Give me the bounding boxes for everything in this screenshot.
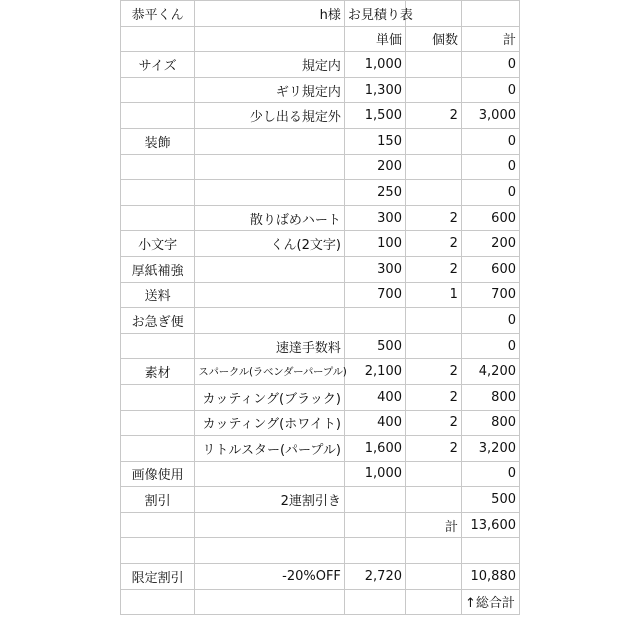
cell-category[interactable]: 小文字: [121, 231, 195, 257]
cell-quantity[interactable]: 1: [405, 282, 461, 308]
cell-category[interactable]: [121, 538, 195, 564]
cell-subtotal[interactable]: 0: [461, 308, 519, 334]
cell-subtotal[interactable]: 0: [461, 77, 519, 103]
cell-unit-price[interactable]: 700: [344, 282, 405, 308]
cell-item[interactable]: [195, 26, 345, 52]
table-row: [121, 564, 520, 590]
cell-unit-price[interactable]: [344, 512, 405, 538]
cell-item[interactable]: [195, 154, 345, 180]
table-row: [121, 1, 520, 27]
table-row: [121, 282, 520, 308]
cell-unit-price[interactable]: [344, 538, 405, 564]
cell-item[interactable]: [195, 512, 345, 538]
cell-unit-price[interactable]: [344, 589, 405, 615]
cell-unit-price[interactable]: お見積り表: [344, 1, 405, 27]
cell-quantity[interactable]: [405, 538, 461, 564]
cell-item[interactable]: -20%OFF: [195, 564, 345, 590]
cell-item[interactable]: [195, 180, 345, 206]
table-row: [121, 512, 520, 538]
cell-quantity[interactable]: [405, 1, 461, 27]
cell-item[interactable]: [195, 538, 345, 564]
cell-category[interactable]: [121, 384, 195, 410]
cell-quantity[interactable]: 2: [405, 256, 461, 282]
cell-quantity[interactable]: [405, 308, 461, 334]
cell-subtotal[interactable]: 200: [461, 231, 519, 257]
cell-item[interactable]: くん(2文字): [195, 231, 345, 257]
cell-unit-price[interactable]: 単価: [344, 26, 405, 52]
cell-item[interactable]: カッティング(ホワイト): [195, 410, 345, 436]
cell-category[interactable]: サイズ: [121, 52, 195, 78]
cell-unit-price[interactable]: 1,000: [344, 461, 405, 487]
cell-category[interactable]: 厚紙補強: [121, 256, 195, 282]
cell-subtotal[interactable]: 13,600: [461, 512, 519, 538]
cell-item[interactable]: ギリ規定内: [195, 77, 345, 103]
cell-item[interactable]: 規定内: [195, 52, 345, 78]
cell-quantity[interactable]: 2: [405, 231, 461, 257]
cell-unit-price[interactable]: [344, 487, 405, 513]
cell-quantity[interactable]: 2: [405, 384, 461, 410]
table-row: [121, 256, 520, 282]
cell-unit-price[interactable]: 250: [344, 180, 405, 206]
table-row: [121, 333, 520, 359]
cell-subtotal[interactable]: ↑総合計: [461, 589, 519, 615]
cell-category[interactable]: 画像使用: [121, 461, 195, 487]
table-row: [121, 26, 520, 52]
sheet-body: [121, 1, 520, 615]
cell-item[interactable]: [195, 308, 345, 334]
cell-category[interactable]: 素材: [121, 359, 195, 385]
cell-quantity[interactable]: 2: [405, 410, 461, 436]
table-row: [121, 128, 520, 154]
table-row: [121, 205, 520, 231]
cell-category[interactable]: [121, 77, 195, 103]
table-row: [121, 410, 520, 436]
cell-subtotal[interactable]: 0: [461, 180, 519, 206]
cell-item[interactable]: 少し出る規定外: [195, 103, 345, 129]
table-row: [121, 52, 520, 78]
cell-subtotal[interactable]: 0: [461, 52, 519, 78]
table-row: [121, 436, 520, 462]
cell-quantity[interactable]: 2: [405, 436, 461, 462]
cell-quantity[interactable]: 計: [405, 512, 461, 538]
cell-subtotal[interactable]: 0: [461, 461, 519, 487]
cell-quantity[interactable]: [405, 154, 461, 180]
cell-category[interactable]: [121, 205, 195, 231]
cell-quantity[interactable]: [405, 77, 461, 103]
cell-item[interactable]: カッティング(ブラック): [195, 384, 345, 410]
cell-item[interactable]: [195, 461, 345, 487]
cell-item[interactable]: リトルスター(パープル): [195, 436, 345, 462]
cell-unit-price[interactable]: 400: [344, 384, 405, 410]
table-row: [121, 154, 520, 180]
cell-item[interactable]: スパークル(ラベンダーパープル): [195, 359, 345, 385]
cell-unit-price[interactable]: 100: [344, 231, 405, 257]
cell-category[interactable]: 送料: [121, 282, 195, 308]
table-row: [121, 308, 520, 334]
cell-subtotal[interactable]: 500: [461, 487, 519, 513]
cell-subtotal[interactable]: 600: [461, 256, 519, 282]
table-row: [121, 359, 520, 385]
cell-category[interactable]: 装飾: [121, 128, 195, 154]
cell-quantity[interactable]: 2: [405, 359, 461, 385]
cell-quantity[interactable]: [405, 589, 461, 615]
estimate-sheet: [120, 0, 520, 615]
cell-quantity[interactable]: 2: [405, 205, 461, 231]
cell-quantity[interactable]: [405, 128, 461, 154]
table-row: [121, 461, 520, 487]
cell-item[interactable]: [195, 589, 345, 615]
cell-subtotal[interactable]: 3,000: [461, 103, 519, 129]
cell-unit-price[interactable]: 300: [344, 205, 405, 231]
cell-item[interactable]: 速達手数料: [195, 333, 345, 359]
cell-subtotal[interactable]: [461, 1, 519, 27]
cell-unit-price[interactable]: 400: [344, 410, 405, 436]
cell-subtotal[interactable]: 0: [461, 333, 519, 359]
cell-subtotal[interactable]: 3,200: [461, 436, 519, 462]
cell-category[interactable]: 割引: [121, 487, 195, 513]
cell-subtotal[interactable]: 600: [461, 205, 519, 231]
cell-subtotal[interactable]: 0: [461, 128, 519, 154]
cell-category[interactable]: お急ぎ便: [121, 308, 195, 334]
cell-subtotal[interactable]: 800: [461, 410, 519, 436]
table-row: [121, 180, 520, 206]
cell-category[interactable]: [121, 512, 195, 538]
cell-subtotal[interactable]: 800: [461, 384, 519, 410]
cell-unit-price[interactable]: 2,720: [344, 564, 405, 590]
cell-unit-price[interactable]: 500: [344, 333, 405, 359]
cell-quantity[interactable]: [405, 52, 461, 78]
cell-category[interactable]: [121, 103, 195, 129]
cell-item[interactable]: [195, 128, 345, 154]
cell-quantity[interactable]: [405, 180, 461, 206]
cell-item[interactable]: 2連割引き: [195, 487, 345, 513]
cell-subtotal[interactable]: 0: [461, 154, 519, 180]
cell-category[interactable]: [121, 333, 195, 359]
cell-item[interactable]: 散りばめハート: [195, 205, 345, 231]
cell-unit-price[interactable]: 2,100: [344, 359, 405, 385]
table-row: [121, 231, 520, 257]
cell-item[interactable]: [195, 282, 345, 308]
table-row: [121, 77, 520, 103]
cell-category[interactable]: 限定割引: [121, 564, 195, 590]
table-row: [121, 538, 520, 564]
cell-category[interactable]: [121, 26, 195, 52]
cell-category[interactable]: [121, 436, 195, 462]
cell-quantity[interactable]: [405, 461, 461, 487]
cell-unit-price[interactable]: 1,300: [344, 77, 405, 103]
table-row: [121, 487, 520, 513]
cell-quantity[interactable]: [405, 564, 461, 590]
cell-quantity[interactable]: [405, 487, 461, 513]
cell-unit-price[interactable]: 300: [344, 256, 405, 282]
cell-category[interactable]: 恭平くん: [121, 1, 195, 27]
cell-subtotal[interactable]: 10,880: [461, 564, 519, 590]
cell-unit-price[interactable]: [344, 308, 405, 334]
cell-item[interactable]: h様: [195, 1, 345, 27]
table-row: [121, 589, 520, 615]
table-row: [121, 103, 520, 129]
cell-category[interactable]: [121, 410, 195, 436]
cell-quantity[interactable]: 個数: [405, 26, 461, 52]
cell-category[interactable]: [121, 154, 195, 180]
cell-subtotal[interactable]: [461, 538, 519, 564]
table-row: [121, 384, 520, 410]
cell-unit-price[interactable]: 1,500: [344, 103, 405, 129]
cell-quantity[interactable]: [405, 333, 461, 359]
cell-unit-price[interactable]: 200: [344, 154, 405, 180]
cell-quantity[interactable]: 2: [405, 103, 461, 129]
cell-unit-price[interactable]: 1,000: [344, 52, 405, 78]
cell-category[interactable]: [121, 180, 195, 206]
cell-subtotal[interactable]: 4,200: [461, 359, 519, 385]
cell-unit-price[interactable]: 1,600: [344, 436, 405, 462]
cell-subtotal[interactable]: 計: [461, 26, 519, 52]
cell-subtotal[interactable]: 700: [461, 282, 519, 308]
cell-category[interactable]: [121, 589, 195, 615]
cell-unit-price[interactable]: 150: [344, 128, 405, 154]
cell-item[interactable]: [195, 256, 345, 282]
